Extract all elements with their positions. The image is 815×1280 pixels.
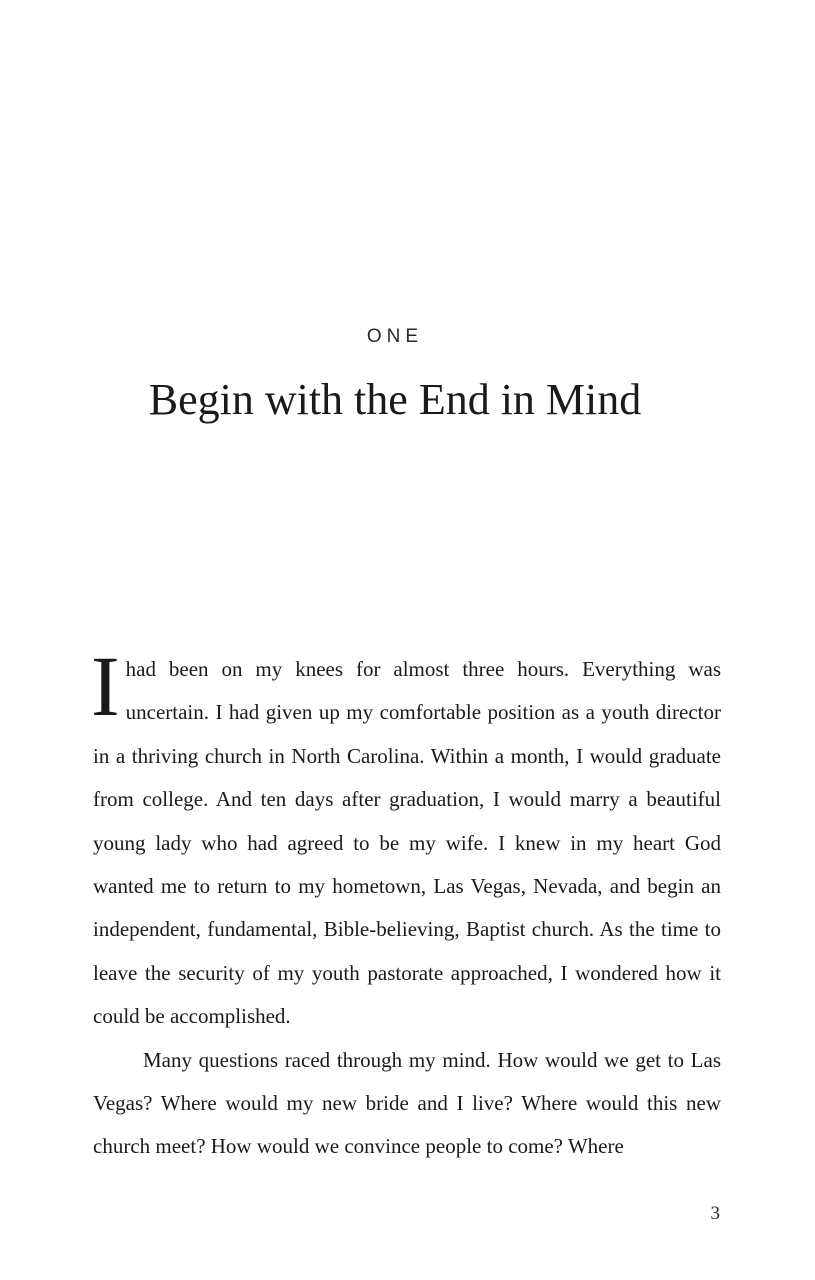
paragraph xyxy=(91,638,721,1039)
paragraph-text: Many questions raced through my mind. How would we get to Las Vegas? Where would my new bride and I live? Where would this new church meet? How would we convince people to come? Where xyxy=(93,1047,721,1159)
paragraph xyxy=(93,1039,721,1169)
page-number: 3 xyxy=(710,1203,720,1224)
drop-cap: I xyxy=(91,638,120,734)
chapter-body xyxy=(91,638,721,1169)
chapter-title: Begin with the End in Mind xyxy=(148,375,642,424)
paragraph-text: had been on my knees for almost three hours. Everything was uncertain. I had given up my comfortable position as a youth director in a thriving church in North Carolina. Within a month, I would graduate from college. And ten days after graduation, I would marry a beautiful young lady who had agreed to be my wife. I knew in my heart God wanted me to return to my hometown, Las Vegas, Nevada, and begin an independent, fundamental, Bible-believing, Baptist church. As the time to leave the security of my youth pastorate approached, I wondered how it could be accomplished. xyxy=(93,657,721,1029)
chapter-number: ONE xyxy=(366,326,424,347)
